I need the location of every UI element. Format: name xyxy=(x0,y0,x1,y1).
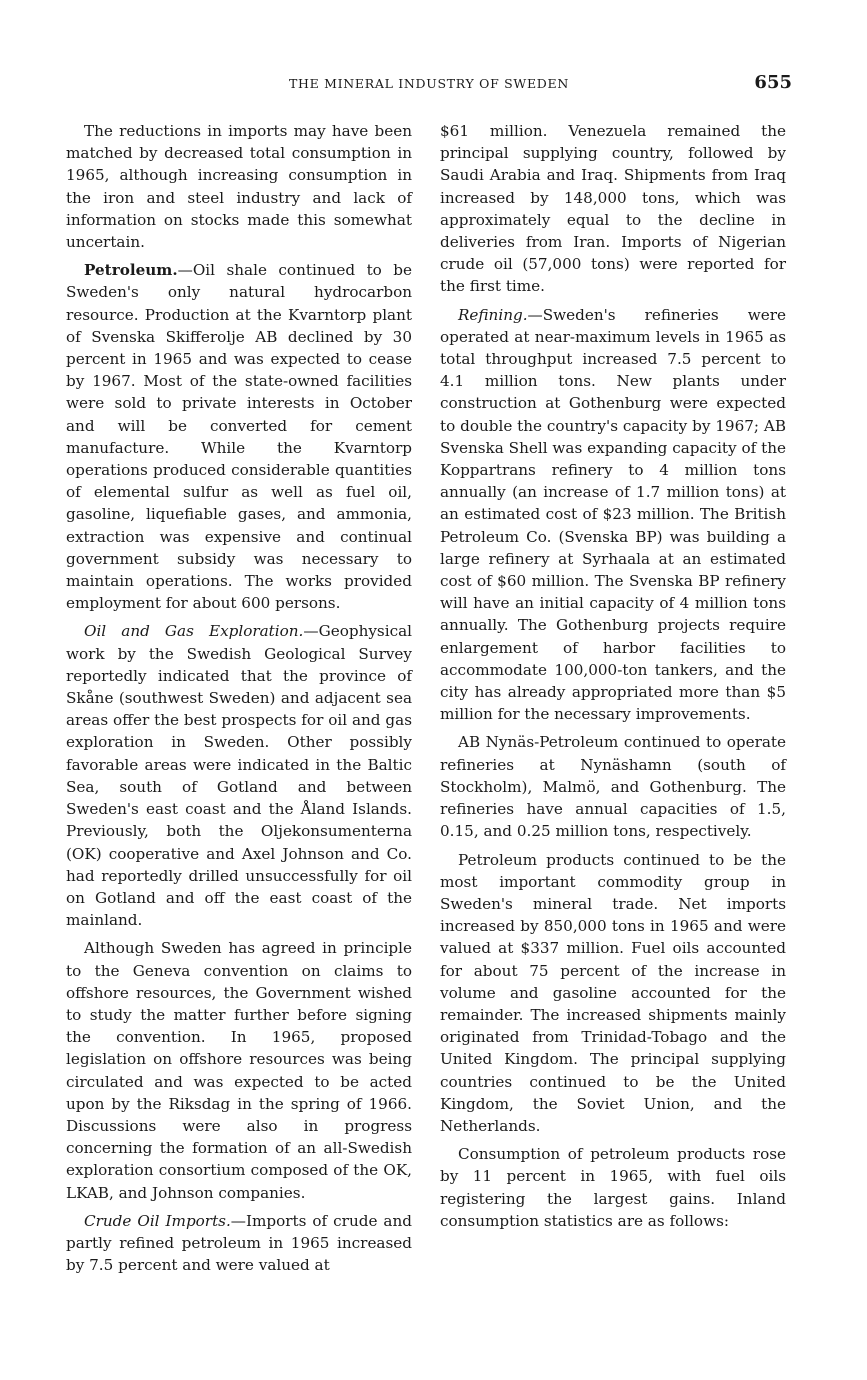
paragraph-oil-gas-exploration xyxy=(66,620,412,931)
subsection-heading-crude-oil-imports: Crude Oil Imports. xyxy=(84,1211,231,1230)
paragraph-text: Consumption of petroleum products rose by 11 percent in 1965, with fuel oils registering the largest gains. Inland consumption statistics are as follows: xyxy=(440,1145,786,1230)
subsection-heading-oil-gas-exploration: Oil and Gas Exploration. xyxy=(84,622,304,641)
paragraph-nynas-petroleum xyxy=(440,731,786,842)
section-heading-petroleum: Petroleum. xyxy=(84,261,178,280)
paragraph-text: AB Nynäs-Petroleum continued to operate refineries at Nynäshamn (south of Stockholm), Malmö, and Gothenburg. The refineries have annual capacities of 1.5, 0.15, and 0.25 million tons, respectively. xyxy=(440,733,786,841)
paragraph-petroleum-products-trade xyxy=(440,849,786,1138)
page-header xyxy=(66,72,792,96)
paragraph-petroleum xyxy=(66,259,412,614)
right-column xyxy=(440,120,786,1238)
left-column xyxy=(66,120,412,1282)
paragraph-text: —Sweden's refineries were operated at near-maximum levels in 1965 as total throughput increased 7.5 percent to 4.1 million tons. New plants under construction at Gothenburg were expected to double the country's capacity by 1967; AB Svenska Shell was expanding capacity of the Koppartrans refinery to 4 million tons annually (an increase of 1.7 million tons) at an estimated cost of $23 million. The British Petroleum Co. (Svenska BP) was building a large refinery at Syrhaala at an estimated cost of $60 million. The Svenska BP refinery will have an initial capacity of 4 million tons annually. The Gothenburg projects require enlargement of harbor facilities to accommodate 100,000-ton tankers, and the city has already appropriated more than $5 million for the necessary improvements. xyxy=(440,305,786,724)
paragraph-text: $61 million. Venezuela remained the principal supplying country, followed by Saudi Arabia and Iraq. Shipments from Iraq increased by 148,000 tons, which was approximately equal to the decline in deliveries from Iran. Imports of Nigerian crude oil (57,000 tons) were reported for the first time. xyxy=(440,122,786,296)
paragraph-reductions xyxy=(66,120,412,253)
paragraph-text: —Oil shale continued to be Sweden's only natural hydrocarbon resource. Production at the Kvarntorp plant of Svenska Skifferolje AB declined by 30 percent in 1965 and was expected to cease by 1967. Most of the state-owned facilities were sold to private interests in October and will be converted for cement manufacture. While the Kvarntorp operations produced considerable quantities of elemental sulfur as well as fuel oil, gasoline, liquefiable gases, and ammonia, extraction was expensive and continual government subsidy was necessary to maintain operations. The works provided employment for about 600 persons. xyxy=(66,261,412,613)
paragraph-text: —Geophysical work by the Swedish Geological Survey reportedly indicated that the province of Skåne (southwest Sweden) and adjacent sea areas offer the best prospects for oil and gas exploration in Sweden. Other possibly favorable areas were indicated in the Baltic Sea, south of Gotland and between Sweden's east coast and the Åland Islands. Previously, both the Oljekonsumenterna (OK) cooperative and Axel Johnson and Co. had reportedly drilled unsuccessfully for oil on Gotland and off the east coast of the mainland. xyxy=(66,622,412,930)
paragraph-text: Although Sweden has agreed in principle to the Geneva convention on claims to offshore resources, the Government wished to study the matter further before signing the convention. In 1965, proposed legislation on offshore resources was being circulated and was expected to be acted upon by the Riksdag in the spring of 1966. Discussions were also in progress concerning the formation of an all-Swedish exploration consortium composed of the OK, LKAB, and Johnson companies. xyxy=(66,939,412,1202)
running-title: THE MINERAL INDUSTRY OF SWEDEN xyxy=(289,76,569,91)
paragraph-text: —Imports of crude and partly refined petroleum in 1965 increased by 7.5 percent and were valued at xyxy=(66,1211,412,1275)
paragraph-text: Petroleum products continued to be the most important commodity group in Sweden's mineral trade. Net imports increased by 850,000 tons in 1965 and were valued at $337 million. Fuel oils accounted for about 75 percent of the increase in volume and gasoline accounted for the remainder. The increased shipments mainly originated from Trinidad-Tobago and the United Kingdom. The principal supplying countries continued to be the United Kingdom, the Soviet Union, and the Netherlands. xyxy=(440,850,786,1135)
page-number: 655 xyxy=(754,72,792,93)
subsection-heading-refining: Refining. xyxy=(458,305,528,324)
paragraph-refining xyxy=(440,304,786,726)
paragraph-crude-oil-imports xyxy=(66,1210,412,1277)
paragraph-consumption xyxy=(440,1143,786,1232)
paragraph-text: The reductions in imports may have been matched by decreased total consumption in 1965, although increasing consumption in the iron and steel industry and lack of information on stocks made this somewhat uncertain. xyxy=(66,122,412,252)
paragraph-geneva-convention xyxy=(66,937,412,1203)
paragraph-import-sources xyxy=(440,120,786,298)
